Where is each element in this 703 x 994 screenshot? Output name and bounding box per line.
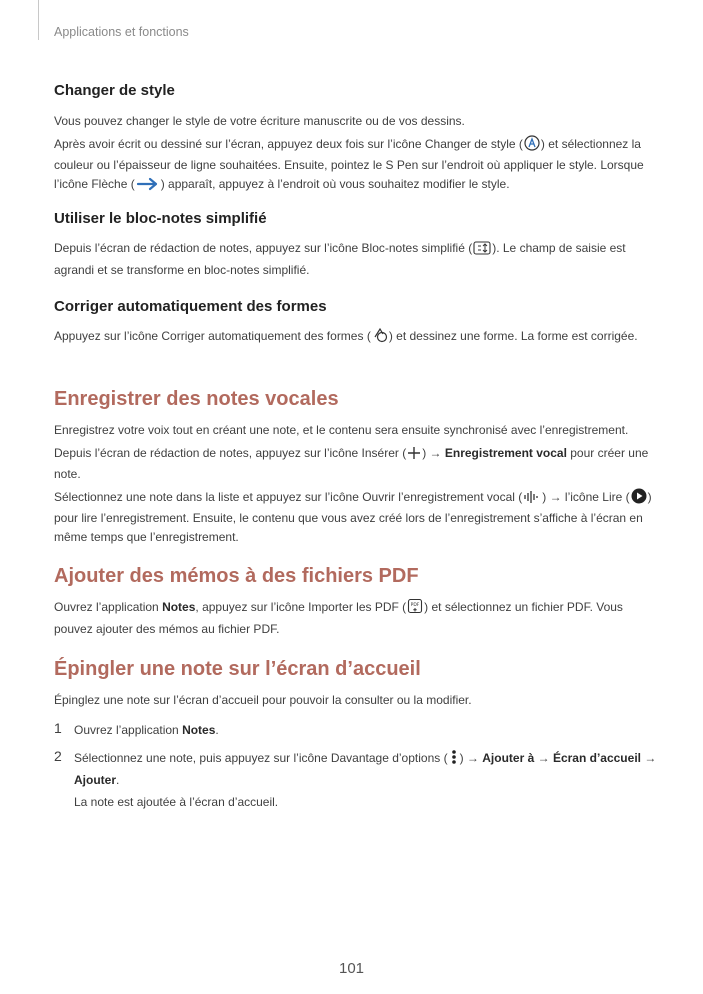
pin-note-p1: Épinglez une note sur l’écran d’accueil pour pouvoir la consulter ou la modifier. xyxy=(54,693,472,707)
change-style-p2: Après avoir écrit ou dessiné sur l’écran, appuyez deux fois sur l’icône Changer de style ( ) et sélectionnez la couleur ou l’épaisseur de ligne souhaitées. Ensuite, pointez le S Pen sur l’endroit où appliquer le style. Lorsque l’icône Flèche ( ) apparaît, appuyez à l’endroit où vous souhaitez modifier le style. xyxy=(54,135,664,197)
section-change-style xyxy=(54,82,664,99)
step-1 xyxy=(74,721,664,744)
simplified-notepad-p1: Depuis l’écran de rédaction de notes, appuyez sur l’icône Bloc-notes simplifié ( ). Le champ de saisie est agrandi et se transforme en bloc-notes simplifié. xyxy=(54,241,626,277)
step-1-text: Ouvrez l’application Notes. xyxy=(74,723,219,737)
auto-shape-icon xyxy=(372,327,388,349)
arrow-icon xyxy=(136,177,160,197)
voice-notes-body xyxy=(54,421,664,550)
step-number-2: 2 xyxy=(54,748,62,764)
pdf-memos-p1: Ouvrez l’application Notes, appuyez sur l’icône Importer les PDF ( PDF ) et sélectionnez un fichier PDF. Vous pouvez ajouter des mémos au fichier PDF. xyxy=(54,600,623,636)
insert-icon xyxy=(407,446,421,466)
auto-shape-body xyxy=(54,327,664,353)
voice-notes-p1: Enregistrez votre voix tout en créant une note, et le contenu sera ensuite synchronisé avec l’enregistrement. xyxy=(54,423,629,437)
svg-text:PDF: PDF xyxy=(410,603,420,608)
heading-voice-notes: Enregistrer des notes vocales xyxy=(54,388,339,410)
section-header: Applications et fonctions xyxy=(54,25,189,39)
heading-auto-shape: Corriger automatiquement des formes xyxy=(54,298,327,315)
header-rule xyxy=(38,0,39,40)
pin-note-intro xyxy=(54,691,664,714)
play-icon xyxy=(631,488,647,510)
voice-recording-icon xyxy=(523,490,541,510)
simplified-notepad-body xyxy=(54,239,664,283)
pdf-memos-body xyxy=(54,598,664,642)
heading-simplified-notepad: Utiliser le bloc-notes simplifié xyxy=(54,210,267,227)
change-style-icon xyxy=(524,135,540,157)
voice-notes-p3: Sélectionnez une note dans la liste et appuyez sur l’icône Ouvrir l’enregistrement vocal ( ) → l’icône Lire ( ) pour lire l’enregistrement. Ensuite, le contenu que vous avez créé lors de l’enregistrement s’affiche à l’écran en même temps que l’enregistrement. xyxy=(54,489,652,544)
heading-pin-note: Épingler une note sur l’écran d’accueil xyxy=(54,658,421,680)
step-2-result: La note est ajoutée à l’écran d’accueil. xyxy=(74,795,279,809)
simplified-notepad-icon xyxy=(473,241,491,261)
section-auto-shape xyxy=(54,298,664,315)
section-pdf-memos xyxy=(54,565,664,588)
section-simplified-notepad xyxy=(54,210,664,227)
more-options-icon xyxy=(449,749,459,771)
section-pin-note xyxy=(54,658,664,681)
page-number: 101 xyxy=(338,960,365,977)
step-2 xyxy=(74,749,664,816)
heading-change-style: Changer de style xyxy=(54,82,175,99)
voice-notes-p2: Depuis l’écran de rédaction de notes, appuyez sur l’icône Insérer ( ) → Enregistrement vocal pour créer une note. xyxy=(54,445,649,481)
change-style-p1: Vous pouvez changer le style de votre écriture manuscrite ou de vos dessins. xyxy=(54,114,465,128)
step-2-text: Sélectionnez une note, puis appuyez sur l’icône Davantage d’options ( ) → Ajouter à → Écran d’accueil → Ajouter. xyxy=(74,751,657,787)
heading-pdf-memos: Ajouter des mémos à des fichiers PDF xyxy=(54,565,419,587)
import-pdf-icon xyxy=(407,598,423,620)
section-voice-notes xyxy=(54,388,664,411)
step-number-1: 1 xyxy=(54,720,62,736)
auto-shape-p1: Appuyez sur l’icône Corriger automatiquement des formes ( ) et dessinez une forme. La forme est corrigée. xyxy=(54,327,664,349)
change-style-body xyxy=(54,112,664,200)
